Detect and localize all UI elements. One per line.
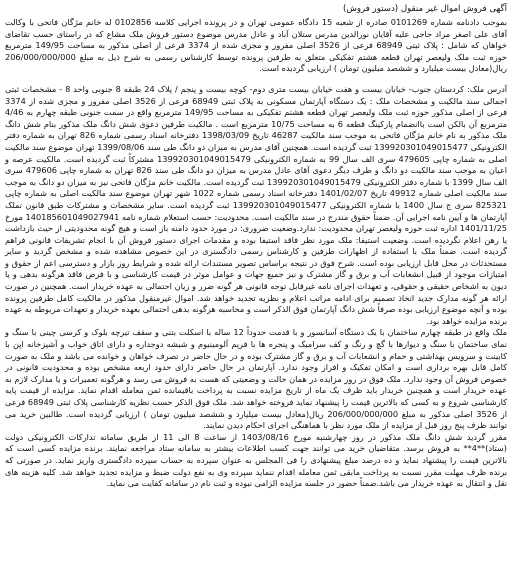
notice-title: آگهی فروش اموال غیر منقول (دستور فروش) xyxy=(342,4,507,14)
paragraph-gap xyxy=(5,75,507,84)
notice-paragraph-property: آدرس ملک: کردستان جنوب- خیابان بیست و هفت خیابان بیست متری دوم- کوچه بیست و پنجم / پلاک 24 طبقه 8 جنوبی واحد 8 - مشخصات ثبتی اجمالی سند مالکیت و مشخصات ملک : یک دستگاه آپارتمان مسکونی به پلاک ثبتی 68949 فرعی از 3526 اصلی مفروز و مجزی شده از 3374 فرعی از اصلی مذکور حوزه ثبت ملک ولیعصر تهران قطعه هشتم تفکیکی به مساحت 149/95 مترمربع واقع در سمت جنوبی طبقه چهارم به 4/46 مترمربع آن بالکن است باانضمام پارکینگ قطعه 6 به مساحت 10/75 مترمربع است . مالکیت طرفین دعوی شش دانگ ملک مذکور بنام شش دانگ ملک مذکور به نام خانم مژگان فاتحی به موجب سند مالکیت 46287 تاریخ 1398/03/09 دفترخانه اسناد رسمی شماره 826 تهران به شماره دفتر الکترونیکی 139920301049015477 ثبت گردیده است. همچنین آقای مدرس به میزان دو دانگ طی سند 1399/08/06 تهران موضوع سند مالکیت اصلی به شماره چاپی 479605 سری الف سال 99 به شماره الکترونیکی 139920301049015479 مشترکاً ثبت گردیده است. مالکیت عرصه و اعیان به موجب سند مالکیت دو دانگ و طرف دیگر دعوی آقای عادل مدرس به میزان دو دانگ طی سند 826 تهران به شماره چاپی 479606 سری الف سال 1399 با شماره دفتر الکترونیکی 139920301049015479 ثبت گردیده است. مالکیت خانم مژگان فاتحی نیز به میزان دو دانگ به موجب سند مالکیت اصلی شماره 49912 تاریخ 1401/02/07 دفترخانه اسناد رسمی شماره 1022 شهر تهران موضوع سند مالکیت اصلی به شماره چاپی 825321 سری ج سال 1400 با شماره الکترونیکی 139920301049015477 ثبت گردیده است. سایر مشخصات و مشترکات طبق قانون تملک آپارتمان ها و آیین نامه اجرایی آن. ضمناً حقوق مندرج در سند مالکیت است. محدودیت: حسب استعلام شماره نامه 140185601049027941 مورخ 1401/11/25 اداره ثبت حوزه ولیعصر تهران محدودیت: ندارد.وضعیت ضروری: در مورد حدود دامنه باز است و هیچ گونه محدودیتی از حیث بازداشت یا رهن اعلام نگردیده است. وضعیت استیفا: ملک مورد نظر فاقد استیفا بوده و مقدمات اجرای دستور فروش آن با انجام تشریفات قانونی فراهم گردیده است. ضمناً ملک با استفاده از اظهارات طرفین و کارشناس رسمی دادگستری در این خصوص مشاهده شده و مشخص گردید و سایر مستحدثات در محل قابل ارزیابی بوده است. شرح فوق در نتیجه براساس تصویر مستندات ارائه شده و شرایط روز بازار و دسترسی اعم از حقوق و امتیازات موجود از قبیل انشعابات آب و برق و گاز مشترک و نیز جمیع جهات و عوامل موثر در قیمت کارشناسی و با فرض فاقد هرگونه بدهی و یا دیون به اشخاص حقیقی و حقوقی، و تعهدات اجرای نامه غیرقابل توجه قانونی هر گونه ضرر و زیان احتمالی به عهده خریدار است. همچنین در صورت ارائه هر گونه مدارک جدید اتخاذ تصمیم برای ادامه مراتب اعلام و نظریه تجدید خواهد شد. اموال غیرمنقول مذکور در مالکیت کامل طرفین پرونده بوده و آنچه موضوع ارزیابی بوده صرفاً شش دانگ آپارتمان فوق الذکر است و محاسبه هرگونه بدهی احتمالی بعهده خریدار و تعهدات مربوطه به عهده برنده مزایده خواهد بود. xyxy=(5,83,508,326)
notice-paragraph-auction: مقرر گردید شش دانگ ملک مذکور در روز چهارشنبه مورخ 1403/08/16 از ساعت 8 الی 11 از طریق سامانه تدارکات الکترونیکی دولت (ستاد)**4** به فروش برسد. متقاضیان خرید می توانند جهت کسب اطلاعات بیشتر به سامانه ستاد مراجعه نمایند. برنده مزایده کسی است که بالاترین قیمت را پیشنهاد نماید و ده درصد مبلغ پیشنهادی را فی المجلس به عنوان سپرده به حساب سپرده دادگستری واریز نماید. در صورتی که برنده ظرف مهلت مقرر نسبت به پرداخت مابقی ثمن معامله اقدام ننماید سپرده وی به نفع دولت ضبط و مزایده تجدید خواهد شد. کلیه هزینه های نقل و انتقال به عهده خریدار می باشد.ضمناً حضور در جلسه مزایده الزامی نبوده و ثبت نام در سامانه کفایت می نماید. xyxy=(5,431,507,489)
notice-paragraph-description: ملک واقع در طبقه چهارم ساختمان با یک دستگاه آسانسور و با قدمت حدوداً 12 ساله با اسکلت بتنی و سقف تیرچه بلوک و کرسی چینی با سنگ و نمای ساختمان با سنگ و دیوارها با گچ و رنگ و کف سرامیک و پنجره ها با فریم آلومینیوم و شیشه دوجداره و دارای اتاق خواب و آشپزخانه اپن با کابینت و سرویس بهداشتی و حمام و انشعابات آب و برق و گاز مشترک بوده و در حال حاضر در تصرف خواهان و خوانده می باشد و ملک به صورت کامل قابل بهره برداری است و امکان تفکیک و افراز وجود ندارد. آپارتمان در حال حاضر دارای حدود اربعه مشخص بوده و محدودیت قانونی در خصوص فروش آن وجود ندارد. ملک فوق در روز مزایده در همان حالت و وضعیتی که هست به فروش می رسد و هرگونه تعمیرات و یا مدارک لازم به عهده خریدار است و همچنین خریدار باید ظرف یک ماه از تاریخ مزایده نسبت به پرداخت باقیمانده ثمن معامله اقدام نماید. مزایده از قیمت پایه کارشناسی شروع و به کسی که بالاترین قیمت را پیشنهاد نماید فروخته خواهد شد. ملک فوق الذکر حسب نظریه کارشناسی پلاک ثبتی 68949 فرعی از 3526 اصلی مذکور به مبلغ 206/000/000/000 ریال(معادل بیست میلیارد و ششصد میلیون تومان ) ارزیابی گردیده است. طالبین خرید می توانند ظرف پنج روز قبل از مزایده از ملک مورد نظر با هماهنگی اجرای احکام دیدن نمایند. xyxy=(5,327,507,431)
notice-paragraph-case: بموجب دادنامه شماره 0101269 صادره از شعبه 15 دادگاه عمومی تهران و در پرونده اجرایی کلاسه 0102856 له خانم مژگان فاتحی با وکالت آقای علی اصغر مراد حاجی علیه آقایان نورالدین مدرس ستلان آباد و عادل مدرس موضوع دستور فروش ملک مشاع که در راستای حسب تقاضای خواهان که شامل : پلاک ثبتی 68949 فرعی از 3526 اصلی مفروز و مجزی شده از 3374 فرعی از اصلی مذکور به مساحت 149/95 مترمربع حوزه ثبت ملک ولیعصر تهران قطعه هشتم تفکیکی متعلق به طرفین پرونده توسط کارشناس رسمی به شرح ذیل به مبلغ 206/000/000/000 ریال(معادل بیست میلیارد و ششصد میلیون تومان ) ارزیابی گردیده است. xyxy=(5,17,507,74)
